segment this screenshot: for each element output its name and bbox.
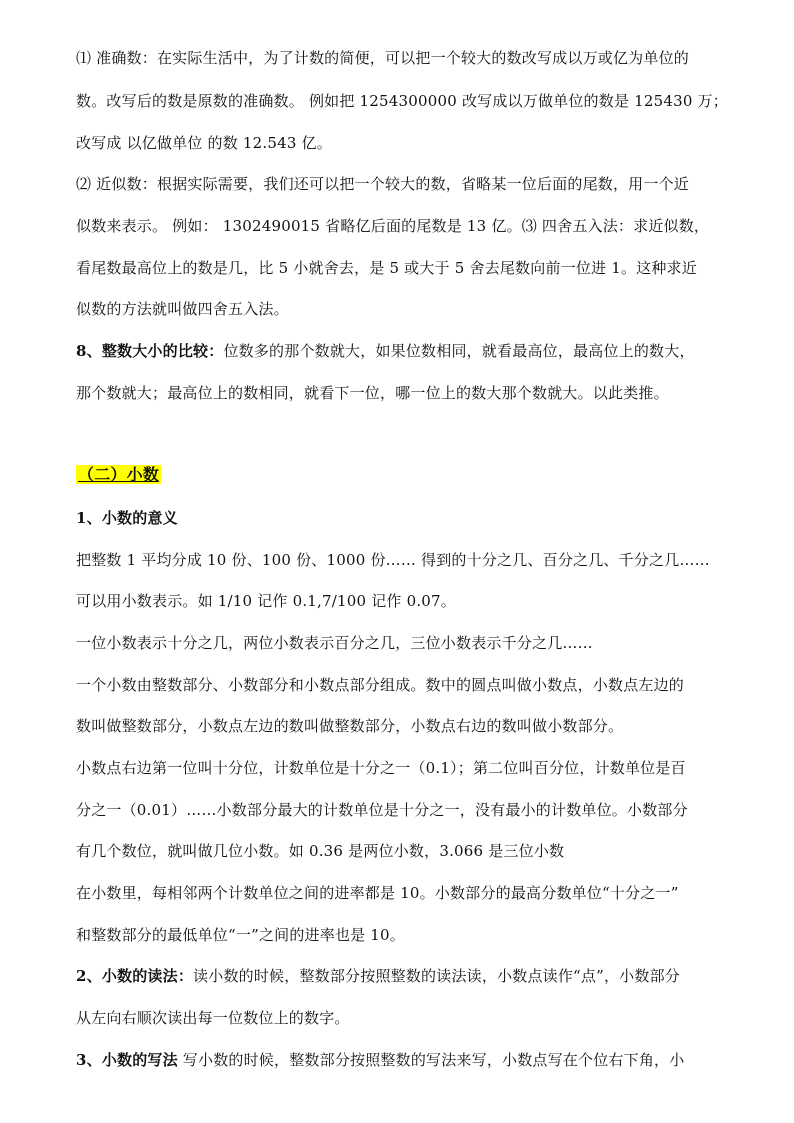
text-line: 2、小数的读法：读小数的时候，整数部分按照整数的读法读，小数点读作“点”，小数部分 [76, 967, 680, 985]
text-line: 似数的方法就叫做四舍五入法。 [76, 300, 289, 318]
text-line: 改写成 以亿做单位 的数 12.543 亿。 [76, 134, 332, 152]
text-line: 一位小数表示十分之几，两位小数表示百分之几，三位小数表示千分之几…… [76, 634, 593, 652]
text-line: ⑴ 准确数：在实际生活中，为了计数的简便，可以把一个较大的数改写成以万或亿为单位的 [76, 49, 689, 67]
text-line: 在小数里，每相邻两个计数单位之间的进率都是 10。小数部分的最高分数单位“十分之一” [76, 884, 679, 902]
item-title: 1、小数的意义 [76, 509, 178, 527]
section-heading [76, 465, 726, 485]
text-line: 从左向右顺次读出每一位数位上的数字。 [76, 1009, 350, 1027]
text-line: 和整数部分的最低单位“一”之间的进率也是 10。 [76, 926, 405, 944]
text-line: 看尾数最高位上的数是几，比 5 小就舍去，是 5 或大于 5 舍去尾数向前一位进 1。这种求近 [76, 259, 697, 277]
item-title: 8、整数大小的比较： [76, 342, 224, 360]
text-line: 数叫做整数部分，小数点左边的数叫做整数部分，小数点右边的数叫做小数部分。 [76, 717, 624, 735]
text-line: 3、小数的写法 写小数的时候，整数部分按照整数的写法来写，小数点写在个位右下角，小 [76, 1051, 685, 1069]
text-line: 分之一（0.01）……小数部分最大的计数单位是十分之一，没有最小的计数单位。小数部分 [76, 801, 688, 819]
text-line: 一个小数由整数部分、小数部分和小数点部分组成。数中的圆点叫做小数点，小数点左边的 [76, 676, 685, 694]
text-line: 小数点右边第一位叫十分位，计数单位是十分之一（0.1）；第二位叫百分位，计数单位是百 [76, 759, 686, 777]
text-line: 似数来表示。 例如： 1302490015 省略亿后面的尾数是 13 亿。⑶ 四舍五入法：求近似数， [76, 217, 710, 235]
item-title: 2、小数的读法： [76, 967, 194, 985]
text-line: ⑵ 近似数：根据实际需要，我们还可以把一个较大的数，省略某一位后面的尾数，用一个近 [76, 175, 689, 193]
text-line: 8、整数大小的比较：位数多的那个数就大，如果位数相同，就看最高位，最高位上的数大， [76, 342, 695, 360]
text-line [76, 508, 726, 528]
item-title: 3、小数的写法 [76, 1051, 178, 1069]
text-line: 可以用小数表示。如 1/10 记作 0.1,7/100 记作 0.07。 [76, 592, 456, 610]
text-line: 把整数 1 平均分成 10 份、100 份、1000 份…… 得到的十分之几、百分之几、千分之几…… [76, 551, 710, 569]
text-line: 有几个数位，就叫做几位小数。如 0.36 是两位小数，3.066 是三位小数 [76, 842, 565, 860]
section-title: （二）小数 [78, 465, 160, 484]
text-line: 数。改写后的数是原数的准确数。 例如把 1254300000 改写成以万做单位的数是 125430 万； [76, 92, 728, 110]
text-line: 那个数就大；最高位上的数相同，就看下一位，哪一位上的数大那个数就大。以此类推。 [76, 384, 669, 402]
